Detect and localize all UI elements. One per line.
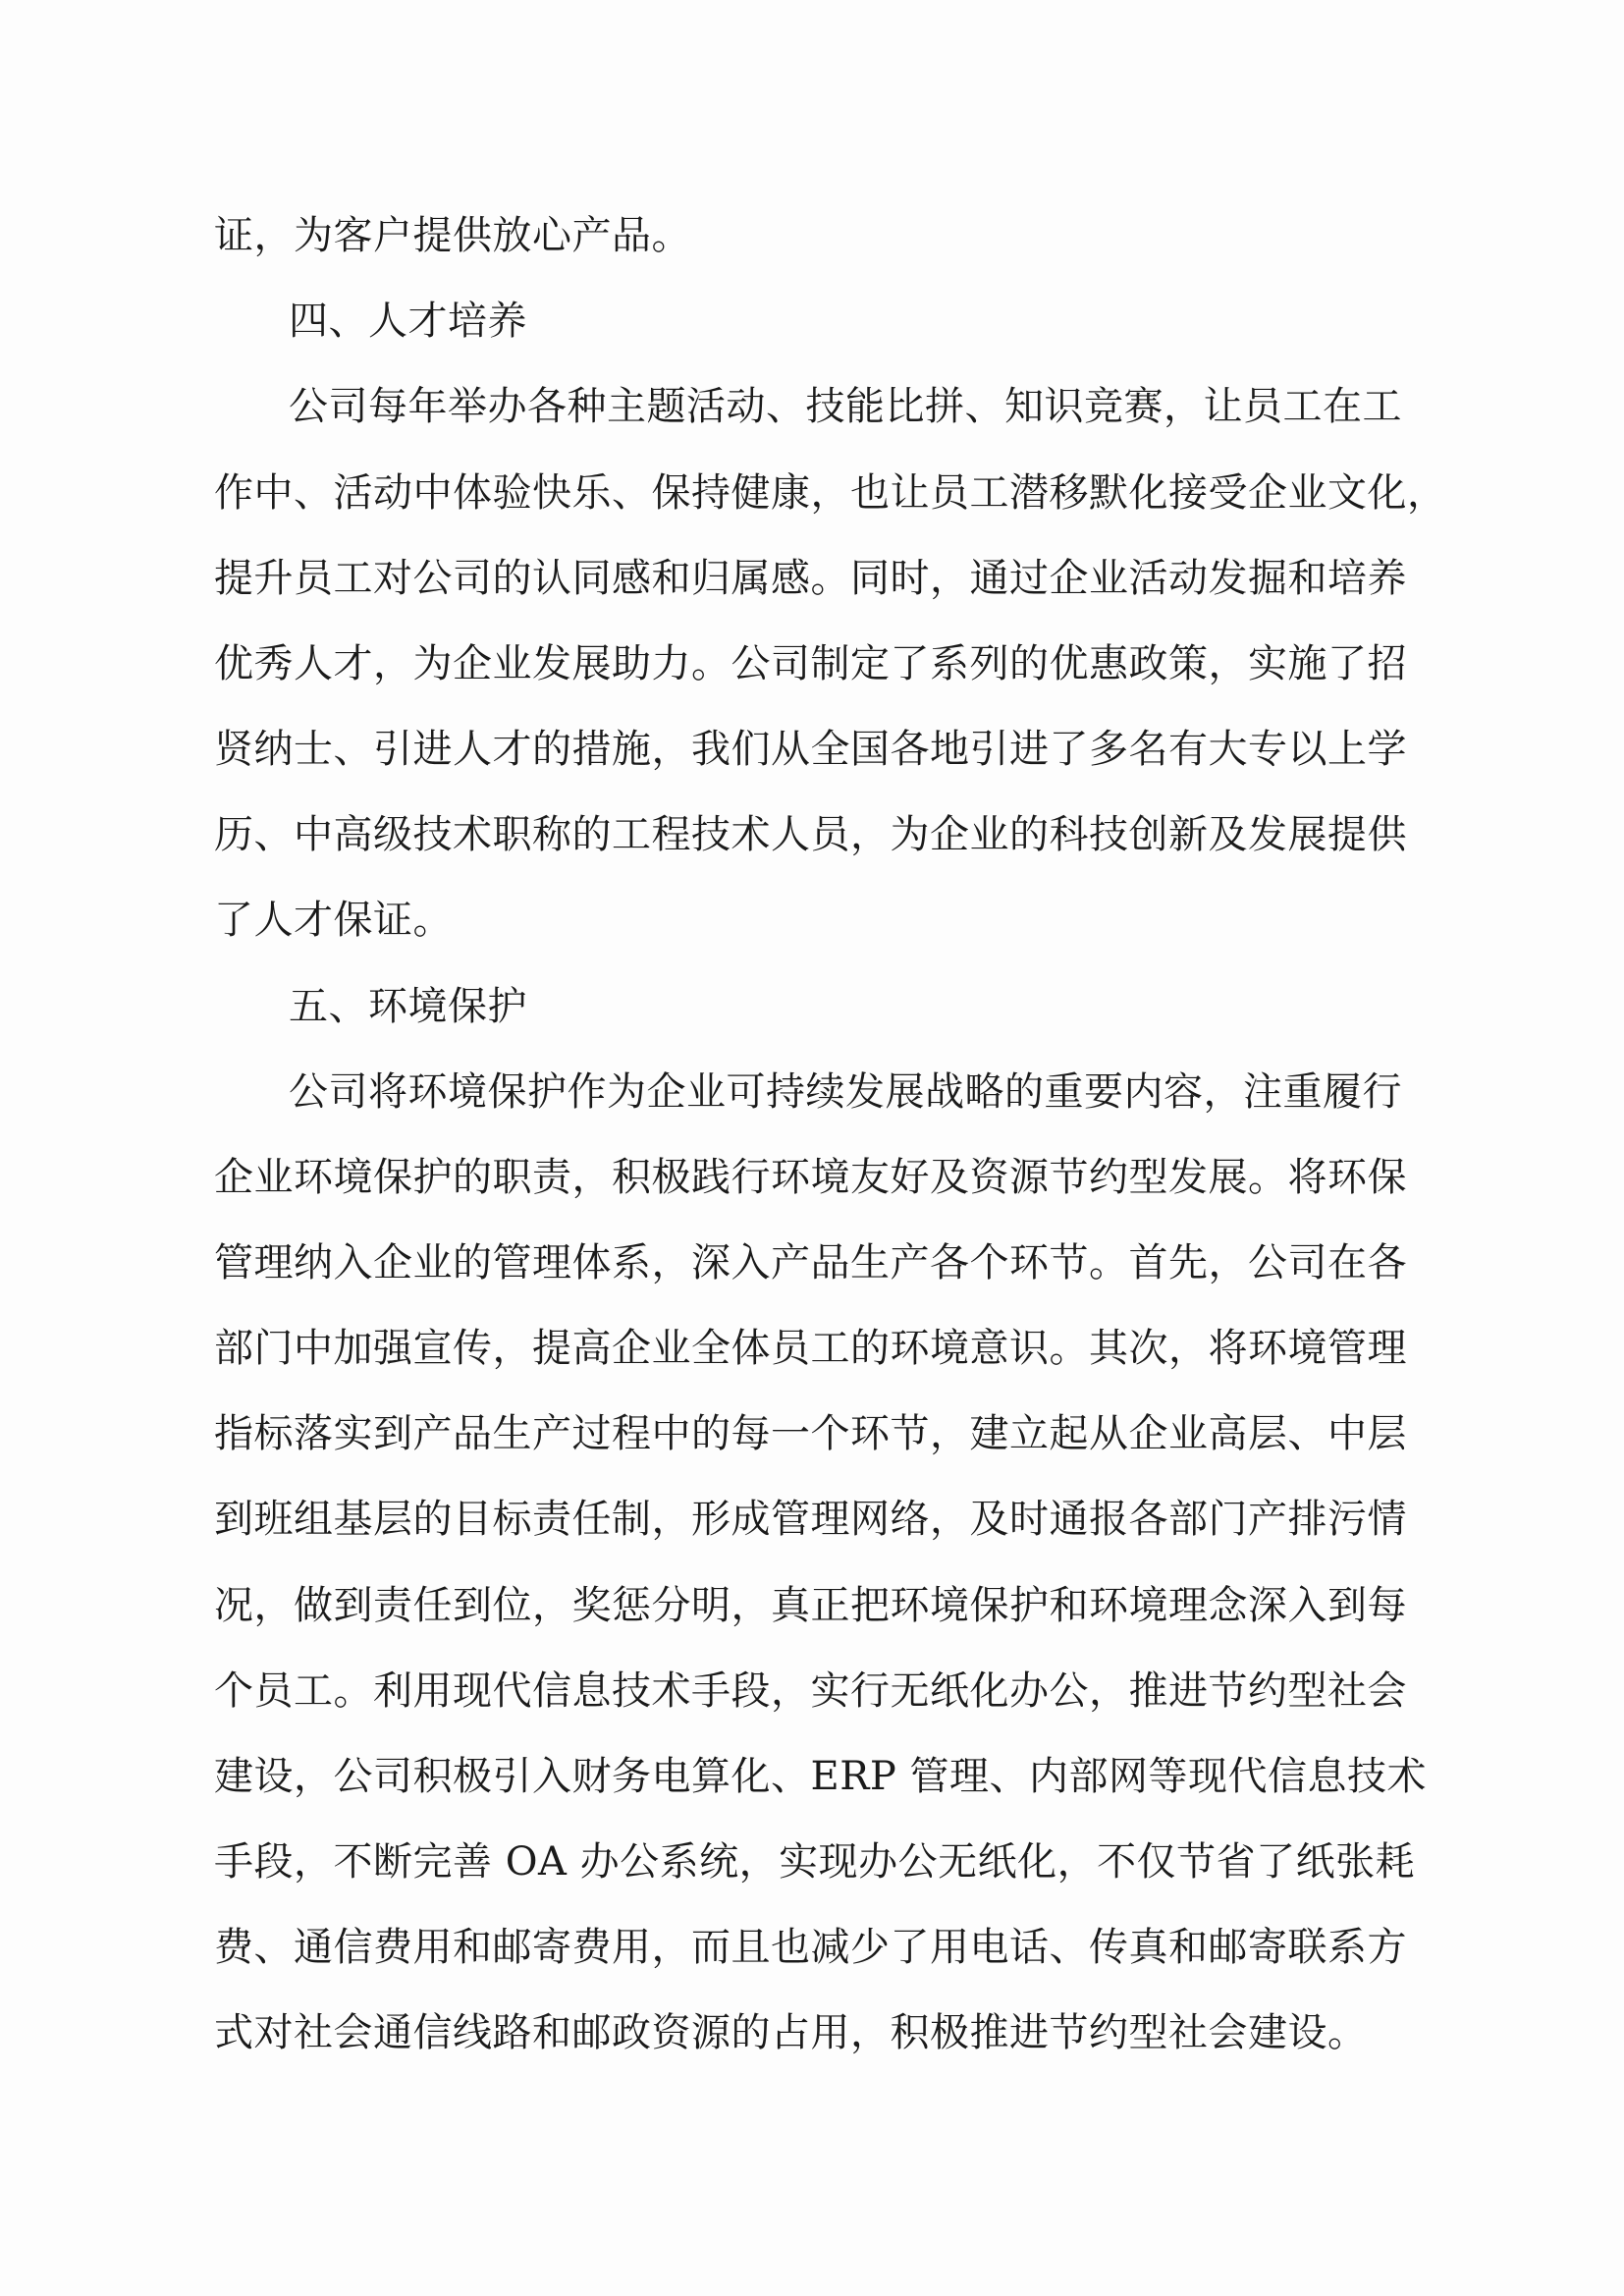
text-line: 管理纳入企业的管理体系，深入产品生产各个环节。首先，公司在各 (214, 1240, 1407, 1285)
text-line: 个员工。利用现代信息技术手段，实行无纸化办公，推进节约型社会 (214, 1668, 1407, 1714)
section-heading-environment: 五、环境保护 (289, 984, 527, 1029)
text-line: 证，为客户提供放心产品。 (214, 213, 691, 258)
text-line: 式对社会通信线路和邮政资源的占用，积极推进节约型社会建设。 (214, 2010, 1368, 2055)
section-heading-talent: 四、人才培养 (289, 299, 527, 344)
text-line: 费、通信费用和邮寄费用，而且也减少了用电话、传真和邮寄联系方 (214, 1925, 1407, 1970)
text-line: 况，做到责任到位，奖惩分明，真正把环境保护和环境理念深入到每 (214, 1583, 1407, 1628)
text-line: 作中、活动中体验快乐、保持健康，也让员工潜移默化接受企业文化， (214, 470, 1447, 516)
text-line: 手段，不断完善 OA 办公系统，实现办公无纸化，不仅节省了纸张耗 (214, 1839, 1416, 1885)
text-line: 历、中高级技术职称的工程技术人员，为企业的科技创新及发展提供 (214, 812, 1407, 857)
text-line: 了人才保证。 (214, 898, 453, 943)
text-line: 贤纳士、引进人才的措施，我们从全国各地引进了多名有大专以上学 (214, 727, 1407, 772)
text-line: 提升员工对公司的认同感和归属感。同时，通过企业活动发掘和培养 (214, 556, 1407, 601)
text-line: 公司每年举办各种主题活动、技能比拼、知识竞赛，让员工在工 (289, 384, 1402, 429)
text-line: 部门中加强宣传，提高企业全体员工的环境意识。其次，将环境管理 (214, 1326, 1407, 1371)
text-line: 建设，公司积极引入财务电算化、ERP 管理、内部网等现代信息技术 (214, 1754, 1427, 1799)
text-line: 企业环境保护的职责，积极践行环境友好及资源节约型发展。将环保 (214, 1155, 1407, 1200)
text-line: 公司将环境保护作为企业可持续发展战略的重要内容，注重履行 (289, 1069, 1402, 1115)
text-line: 指标落实到产品生产过程中的每一个环节，建立起从企业高层、中层 (214, 1411, 1407, 1456)
text-line: 到班组基层的目标责任制，形成管理网络，及时通报各部门产排污情 (214, 1497, 1407, 1542)
text-line: 优秀人才，为企业发展助力。公司制定了系列的优惠政策，实施了招 (214, 641, 1407, 686)
